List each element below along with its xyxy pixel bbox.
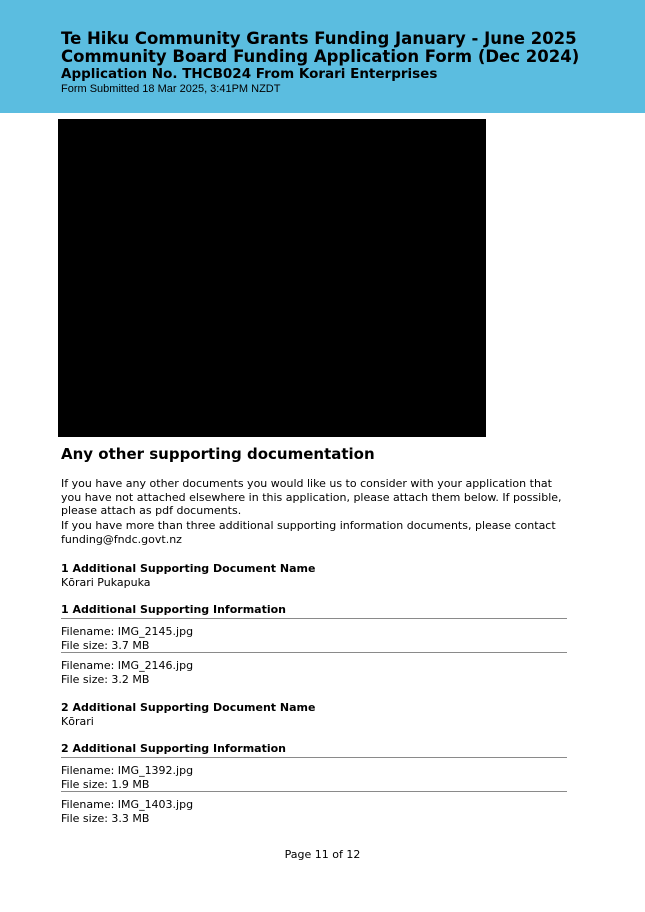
doc1-file2-filename: Filename: IMG_2146.jpg [61,659,194,672]
page-header [0,0,645,113]
doc1-name-label: 1 Additional Supporting Document Name [61,562,316,575]
doc2-name-label: 2 Additional Supporting Document Name [61,701,316,714]
divider [61,791,567,792]
doc2-info-field [61,742,567,758]
doc1-file2-size: File size: 3.2 MB [61,672,150,686]
submitted-timestamp: Form Submitted 18 Mar 2025, 3:41PM NZDT [61,83,281,95]
header-title-line1: Te Hiku Community Grants Funding January - June 2025 [61,29,577,48]
application-number: Application No. THCB024 From Korari Enterprises [61,66,438,82]
doc2-file1-size: File size: 1.9 MB [61,777,150,791]
doc2-name-field [61,701,567,728]
doc1-name-value: Kōrari Pukapuka [61,575,151,589]
doc1-info-label: 1 Additional Supporting Information [61,603,567,619]
section-heading: Any other supporting documentation [61,445,375,463]
doc1-info-field [61,603,567,619]
doc1-file1-filename: Filename: IMG_2145.jpg [61,625,194,638]
doc1-file2 [61,659,567,686]
instructions-paragraph: If you have any other documents you would like us to consider with your application that you have not attached elsewhere in this application, please attach them below. If possible, please attach as pdf documents. [61,477,562,517]
doc2-file2-filename: Filename: IMG_1403.jpg [61,798,194,811]
doc1-file1 [61,625,567,652]
doc2-file1-filename: Filename: IMG_1392.jpg [61,764,194,777]
doc1-file1-size: File size: 3.7 MB [61,638,150,652]
redacted-image [58,119,486,437]
doc2-name-value: Kōrari [61,714,94,728]
page-number: Page 11 of 12 [284,848,361,861]
divider [61,652,567,653]
doc2-file2-size: File size: 3.3 MB [61,811,150,825]
doc2-info-label: 2 Additional Supporting Information [61,742,567,758]
doc2-file1 [61,764,567,791]
contact-paragraph: If you have more than three additional supporting information documents, please contact funding@fndc.govt.nz [61,519,556,546]
doc1-name-field [61,562,567,589]
header-title-line2: Community Board Funding Application Form (Dec 2024) [61,47,580,66]
doc2-file2 [61,798,567,825]
